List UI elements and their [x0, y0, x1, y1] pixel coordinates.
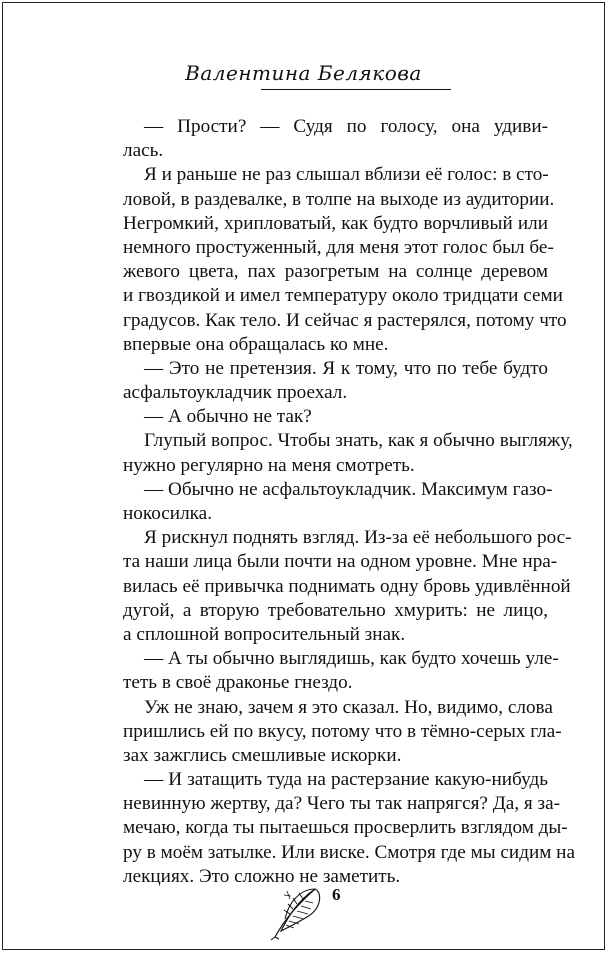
- text-line: и гвоздикой и имел температуру около тридцати семи: [123, 285, 563, 307]
- text-line: Глупый вопрос. Чтобы знать, как я обычно выгляжу,: [144, 430, 573, 452]
- text-line: лась.: [123, 140, 164, 162]
- text-line: Уж не знаю, зачем я это сказал. Но, видимо, слова: [144, 696, 553, 718]
- text-line: градусов. Как тело. И сейчас я растерялся, потому что: [123, 309, 567, 331]
- text-line: невинную жертву, да? Чего ты так напрягся? Да, я за-: [123, 793, 561, 815]
- body-text: [123, 115, 575, 889]
- text-line: — А обычно не так?: [144, 406, 312, 428]
- page-number: 6: [332, 885, 341, 904]
- text-line: нокосилка.: [123, 503, 212, 524]
- text-line: Я рискнул поднять взгляд. Из-за её небольшого рос-: [144, 527, 572, 549]
- text-line: зах зажглись смешливые искорки.: [123, 744, 402, 766]
- text-line: асфальтоукладчик проехал.: [123, 382, 348, 404]
- text-line: лекциях. Это сложно не заметить.: [123, 865, 401, 887]
- text-line: теть в своё драконье гнездо.: [123, 672, 353, 694]
- text-line: Негромкий, хрипловатый, как будто ворчливый или: [123, 212, 548, 234]
- text-line: нужно регулярно на меня смотреть.: [123, 454, 415, 476]
- text-line: впервые она обращалась ко мне.: [123, 333, 389, 355]
- text-line: а сплошной вопросительный знак.: [123, 623, 406, 645]
- running-header-author: Валентина Белякова: [185, 61, 422, 85]
- text-line: ловой, в раздевалке, в толпе на выходе из аудитории.: [123, 188, 555, 210]
- text-line: та наши лица были почти на одном уровне. Мне нра-: [123, 551, 558, 573]
- text-line: пришлись ей по вкусу, потому что в тёмно-серых гла-: [123, 720, 562, 742]
- page-footer: [3, 877, 604, 947]
- text-line: жевого цвета, пах разогретым на солнце деревом: [123, 261, 548, 283]
- header-rule: [261, 89, 451, 90]
- text-line: — Обычно не асфальтоукладчик. Максимум газо-: [144, 478, 553, 500]
- text-line: немного простуженный, для меня этот голос был бе-: [123, 236, 554, 258]
- text-line: — И затащить туда на растерзание какую-нибудь: [144, 769, 548, 791]
- text-line: — А ты обычно выглядишь, как будто хочешь уле-: [144, 648, 559, 670]
- text-line: Я и раньше не раз слышал вблизи её голос: в сто-: [144, 164, 549, 186]
- text-line: — Это не претензия. Я к тому, что по тебе будто: [144, 357, 548, 379]
- text-line: мечаю, когда ты пытаешься просверлить взглядом ды-: [123, 817, 568, 839]
- text-line: дугой, а вторую требовательно хмурить: не лицо,: [123, 599, 548, 621]
- book-page: [2, 2, 605, 950]
- feather-icon: [267, 879, 329, 941]
- text-line: вилась её привычка поднимать одну бровь удивлённой: [123, 575, 571, 597]
- text-line: — Прости? — Судя по голосу, она удиви-: [144, 116, 548, 137]
- text-line: ру в моём затылке. Или виске. Смотря где мы сидим на: [123, 841, 575, 863]
